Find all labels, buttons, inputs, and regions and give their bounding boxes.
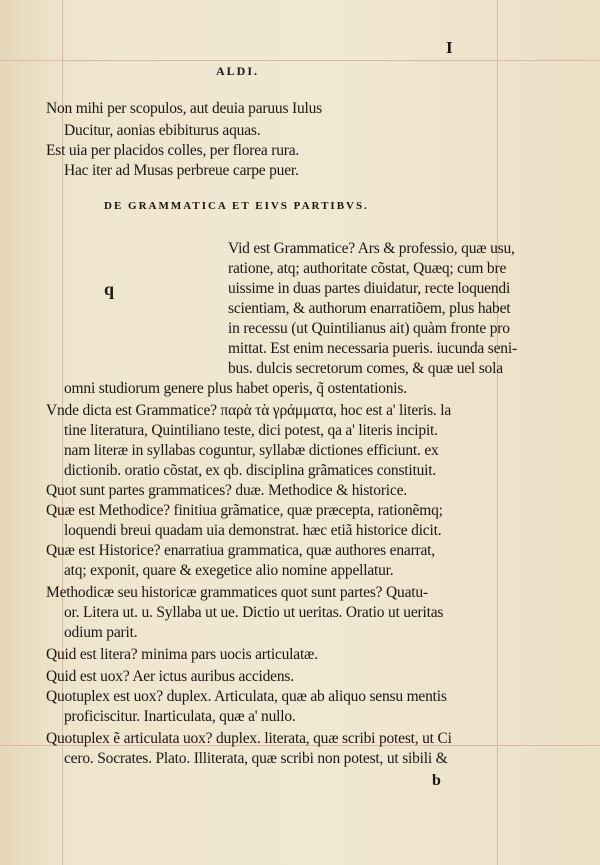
verse-line: Non mihi per scopulos, aut deuia paruus Iulus xyxy=(46,100,322,117)
text-line: scientiam, & authorum enarratiõem, plus habet xyxy=(228,300,511,317)
text-line: cero. Socrates. Plato. Illiterata, quæ scribi non potest, ut sibili & xyxy=(64,750,448,767)
text-line: or. Litera ut. u. Syllaba ut ue. Dictio ut ueritas. Oratio ut ueritas xyxy=(64,604,444,621)
margin-rule-top xyxy=(0,60,600,61)
text-line: Quid est litera? minima pars uocis articulatæ. xyxy=(46,646,318,663)
text-line: Vid est Grammatice? Ars & professio, quæ usu, xyxy=(228,240,515,257)
running-title: ALDI. xyxy=(216,64,260,78)
text-line: tine literatura, Quintiliano teste, dici potest, qa a' literis incipit. xyxy=(64,422,438,439)
verse-line: Est uia per placidos colles, per florea rura. xyxy=(46,142,300,159)
text-line: Quotuplex est uox? duplex. Articulata, quæ ab aliquo sensu mentis xyxy=(46,688,447,705)
folio-number: I xyxy=(446,38,453,57)
section-title: DE GRAMMATICA ET EIVS PARTIBVS. xyxy=(104,200,369,212)
text-line: nam literæ in syllabas coguntur, syllabæ dictiones efficiunt. ex xyxy=(64,442,439,459)
signature-mark: b xyxy=(432,772,441,789)
text-line: in recessu (ut Quintilianus ait) quàm fronte pro xyxy=(228,320,510,337)
text-line: proficiscitur. Inarticulata, quæ a' nullo. xyxy=(64,708,296,725)
text-line: odium parit. xyxy=(64,624,138,641)
text-line: Quid est uox? Aer ictus auribus accidens. xyxy=(46,668,294,685)
text-line: uissime in duas partes diuidatur, recte loquendi xyxy=(228,280,511,297)
margin-rule-right xyxy=(497,0,498,865)
verse-line: Ducitur, aonias ebibiturus aquas. xyxy=(64,122,261,139)
text-line: Vnde dicta est Grammatice? παρὰ τὰ γράμματα, hoc est a' literis. la xyxy=(46,402,452,419)
text-line: Quotuplex ẽ articulata uox? duplex. literata, quæ scribi potest, ut Ci xyxy=(46,730,452,747)
verse-line: Hac iter ad Musas perbreue carpe puer. xyxy=(64,162,299,179)
text-line: atq; exponit, quare & exegetice alio nomine appellatur. xyxy=(64,562,394,579)
text-line: Quæ est Methodice? finitiua grãmatice, quæ præcepta, rationẽmq; xyxy=(46,502,443,519)
text-line: Methodicæ seu historicæ grammatices quot sunt partes? Quatu- xyxy=(46,584,428,601)
text-line: loquendi breui quadam uia demonstrat. hæc etiã historice dicit. xyxy=(64,522,442,539)
text-line: dictionib. oratio cõstat, ex qb. disciplina grãmatices constituit. xyxy=(64,462,437,479)
text-line: Quot sunt partes grammatices? duæ. Methodice & historice. xyxy=(46,482,407,499)
text-line: Quæ est Historice? enarratiua grammatica, quæ authores enarrat, xyxy=(46,542,435,559)
text-line: mittat. Est enim necessaria pueris. iucunda seni- xyxy=(228,340,517,357)
guide-letter: q xyxy=(104,279,115,299)
text-line: ratione, atq; authoritate cõstat, Quæq; cum bre xyxy=(228,260,507,277)
text-line: bus. dulcis secretorum comes, & quæ uel sola xyxy=(228,360,503,377)
text-line: omni studiorum genere plus habet operis, q̃ ostentationis. xyxy=(64,380,407,397)
